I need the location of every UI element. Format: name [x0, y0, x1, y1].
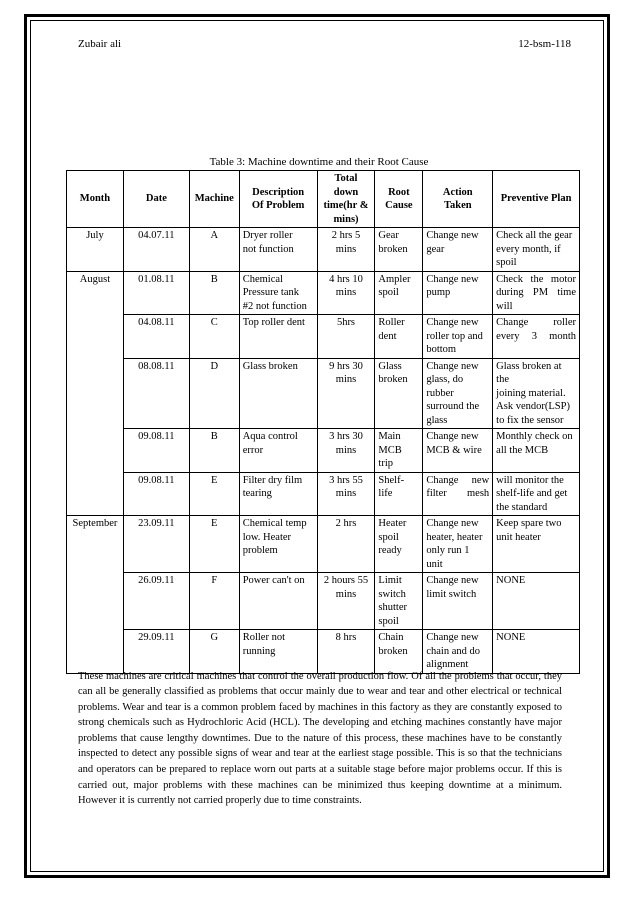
- date-cell: 23.09.11: [123, 516, 189, 573]
- table-row: [67, 228, 580, 272]
- date-cell: 04.07.11: [123, 228, 189, 272]
- col-action: Action Taken: [423, 171, 493, 228]
- action-cell: Change new pump: [423, 271, 493, 315]
- col-month: Month: [67, 171, 124, 228]
- table-row: [67, 472, 580, 516]
- action-cell: Change new MCB & wire: [423, 429, 493, 473]
- description-cell: Filter dry film tearing: [239, 472, 317, 516]
- month-cell: July: [67, 228, 124, 272]
- machine-cell: C: [189, 315, 239, 359]
- description-cell: Chemical Pressure tank #2 not function: [239, 271, 317, 315]
- preventive-cell: Keep spare two unit heater: [493, 516, 580, 573]
- col-root-cause: Root Cause: [375, 171, 423, 228]
- col-date: Date: [123, 171, 189, 228]
- downtime-table: [66, 170, 580, 674]
- downtime-cell: 3 hrs 55 mins: [317, 472, 375, 516]
- downtime-cell: 3 hrs 30 mins: [317, 429, 375, 473]
- col-description: Description Of Problem: [239, 171, 317, 228]
- action-cell: Change new roller top and bottom: [423, 315, 493, 359]
- preventive-cell: Monthly check on all the MCB: [493, 429, 580, 473]
- root-cause-cell: Heater spoil ready: [375, 516, 423, 573]
- table-header-row: [67, 171, 580, 228]
- machine-cell: B: [189, 271, 239, 315]
- table-row: [67, 271, 580, 315]
- description-cell: Power can't on: [239, 573, 317, 630]
- action-cell: Change new glass, do rubber surround the glass: [423, 358, 493, 429]
- machine-cell: G: [189, 630, 239, 674]
- machine-cell: F: [189, 573, 239, 630]
- preventive-cell: Change roller every 3 month: [493, 315, 580, 359]
- preventive-cell: will monitor the shelf-life and get the standard: [493, 472, 580, 516]
- table-caption: Table 3: Machine downtime and their Root Cause: [209, 156, 429, 168]
- table-row: [67, 429, 580, 473]
- machine-cell: D: [189, 358, 239, 429]
- downtime-cell: 9 hrs 30 mins: [317, 358, 375, 429]
- machine-cell: E: [189, 516, 239, 573]
- downtime-cell: 2 hrs: [317, 516, 375, 573]
- preventive-cell: NONE: [493, 630, 580, 674]
- header-author: Zubair ali: [78, 38, 122, 50]
- description-cell: Aqua control error: [239, 429, 317, 473]
- table-row: [67, 516, 580, 573]
- description-cell: Chemical temp low. Heater problem: [239, 516, 317, 573]
- machine-cell: B: [189, 429, 239, 473]
- date-cell: 09.08.11: [123, 472, 189, 516]
- date-cell: 08.08.11: [123, 358, 189, 429]
- month-cell: August: [67, 271, 124, 516]
- action-cell: Change new gear: [423, 228, 493, 272]
- preventive-cell: NONE: [493, 573, 580, 630]
- root-cause-cell: Glass broken: [375, 358, 423, 429]
- action-cell: Change new filter mesh: [423, 472, 493, 516]
- root-cause-cell: Shelf- life: [375, 472, 423, 516]
- machine-cell: E: [189, 472, 239, 516]
- downtime-cell: 4 hrs 10 mins: [317, 271, 375, 315]
- action-cell: Change new chain and do alignment: [423, 630, 493, 674]
- machine-cell: A: [189, 228, 239, 272]
- header-id: 12-bsm-118: [518, 38, 571, 50]
- table-row: [67, 630, 580, 674]
- month-cell: September: [67, 516, 124, 674]
- preventive-cell: Check all the gear every month, if spoil: [493, 228, 580, 272]
- downtime-cell: 2 hours 55 mins: [317, 573, 375, 630]
- root-cause-cell: Main MCB trip: [375, 429, 423, 473]
- root-cause-cell: Ampler spoil: [375, 271, 423, 315]
- date-cell: 29.09.11: [123, 630, 189, 674]
- downtime-cell: 2 hrs 5 mins: [317, 228, 375, 272]
- body-paragraph: These machines are critical machines that control the overall production flow. Of all the problems that occur, they can all be generally classified as problems that occur mainly due to wear and tear and other electrical or technical problems. Wear and tear is a common problem faced by machines in this factory as they are constantly exposed to strong chemicals such as Hydrochloric Acid (HCL). The developing and etching machines constantly have major problems that cause lengthy downtimes. Due to the nature of this process, these machines have to be constantly inspected to detect any possible signs of wear and tear at the earliest stage possible. This is so that the technicians and operators can be prepared to replace worn out parts at a suitable stage before major problems occur. If this is carried out, major problems with these machines can be minimized thus keeping downtime at a minimum. However it is currently not carried properly due to time constraints.: [78, 670, 562, 807]
- root-cause-cell: Limit switch shutter spoil: [375, 573, 423, 630]
- col-downtime: Total down time(hr & mins): [317, 171, 375, 228]
- table-row: [67, 358, 580, 429]
- date-cell: 04.08.11: [123, 315, 189, 359]
- downtime-cell: 8 hrs: [317, 630, 375, 674]
- preventive-cell: Glass broken at the joining material. Ask vendor(LSP) to fix the sensor: [493, 358, 580, 429]
- description-cell: Dryer roller not function: [239, 228, 317, 272]
- preventive-cell: Check the motor during PM time will: [493, 271, 580, 315]
- action-cell: Change new limit switch: [423, 573, 493, 630]
- action-cell: Change new heater, heater only run 1 unit: [423, 516, 493, 573]
- col-machine: Machine: [189, 171, 239, 228]
- root-cause-cell: Chain broken: [375, 630, 423, 674]
- root-cause-cell: Gear broken: [375, 228, 423, 272]
- description-cell: Glass broken: [239, 358, 317, 429]
- col-preventive: Preventive Plan: [493, 171, 580, 228]
- downtime-cell: 5hrs: [317, 315, 375, 359]
- root-cause-cell: Roller dent: [375, 315, 423, 359]
- description-cell: Roller not running: [239, 630, 317, 674]
- description-cell: Top roller dent: [239, 315, 317, 359]
- date-cell: 26.09.11: [123, 573, 189, 630]
- table-row: [67, 573, 580, 630]
- table-row: [67, 315, 580, 359]
- date-cell: 09.08.11: [123, 429, 189, 473]
- date-cell: 01.08.11: [123, 271, 189, 315]
